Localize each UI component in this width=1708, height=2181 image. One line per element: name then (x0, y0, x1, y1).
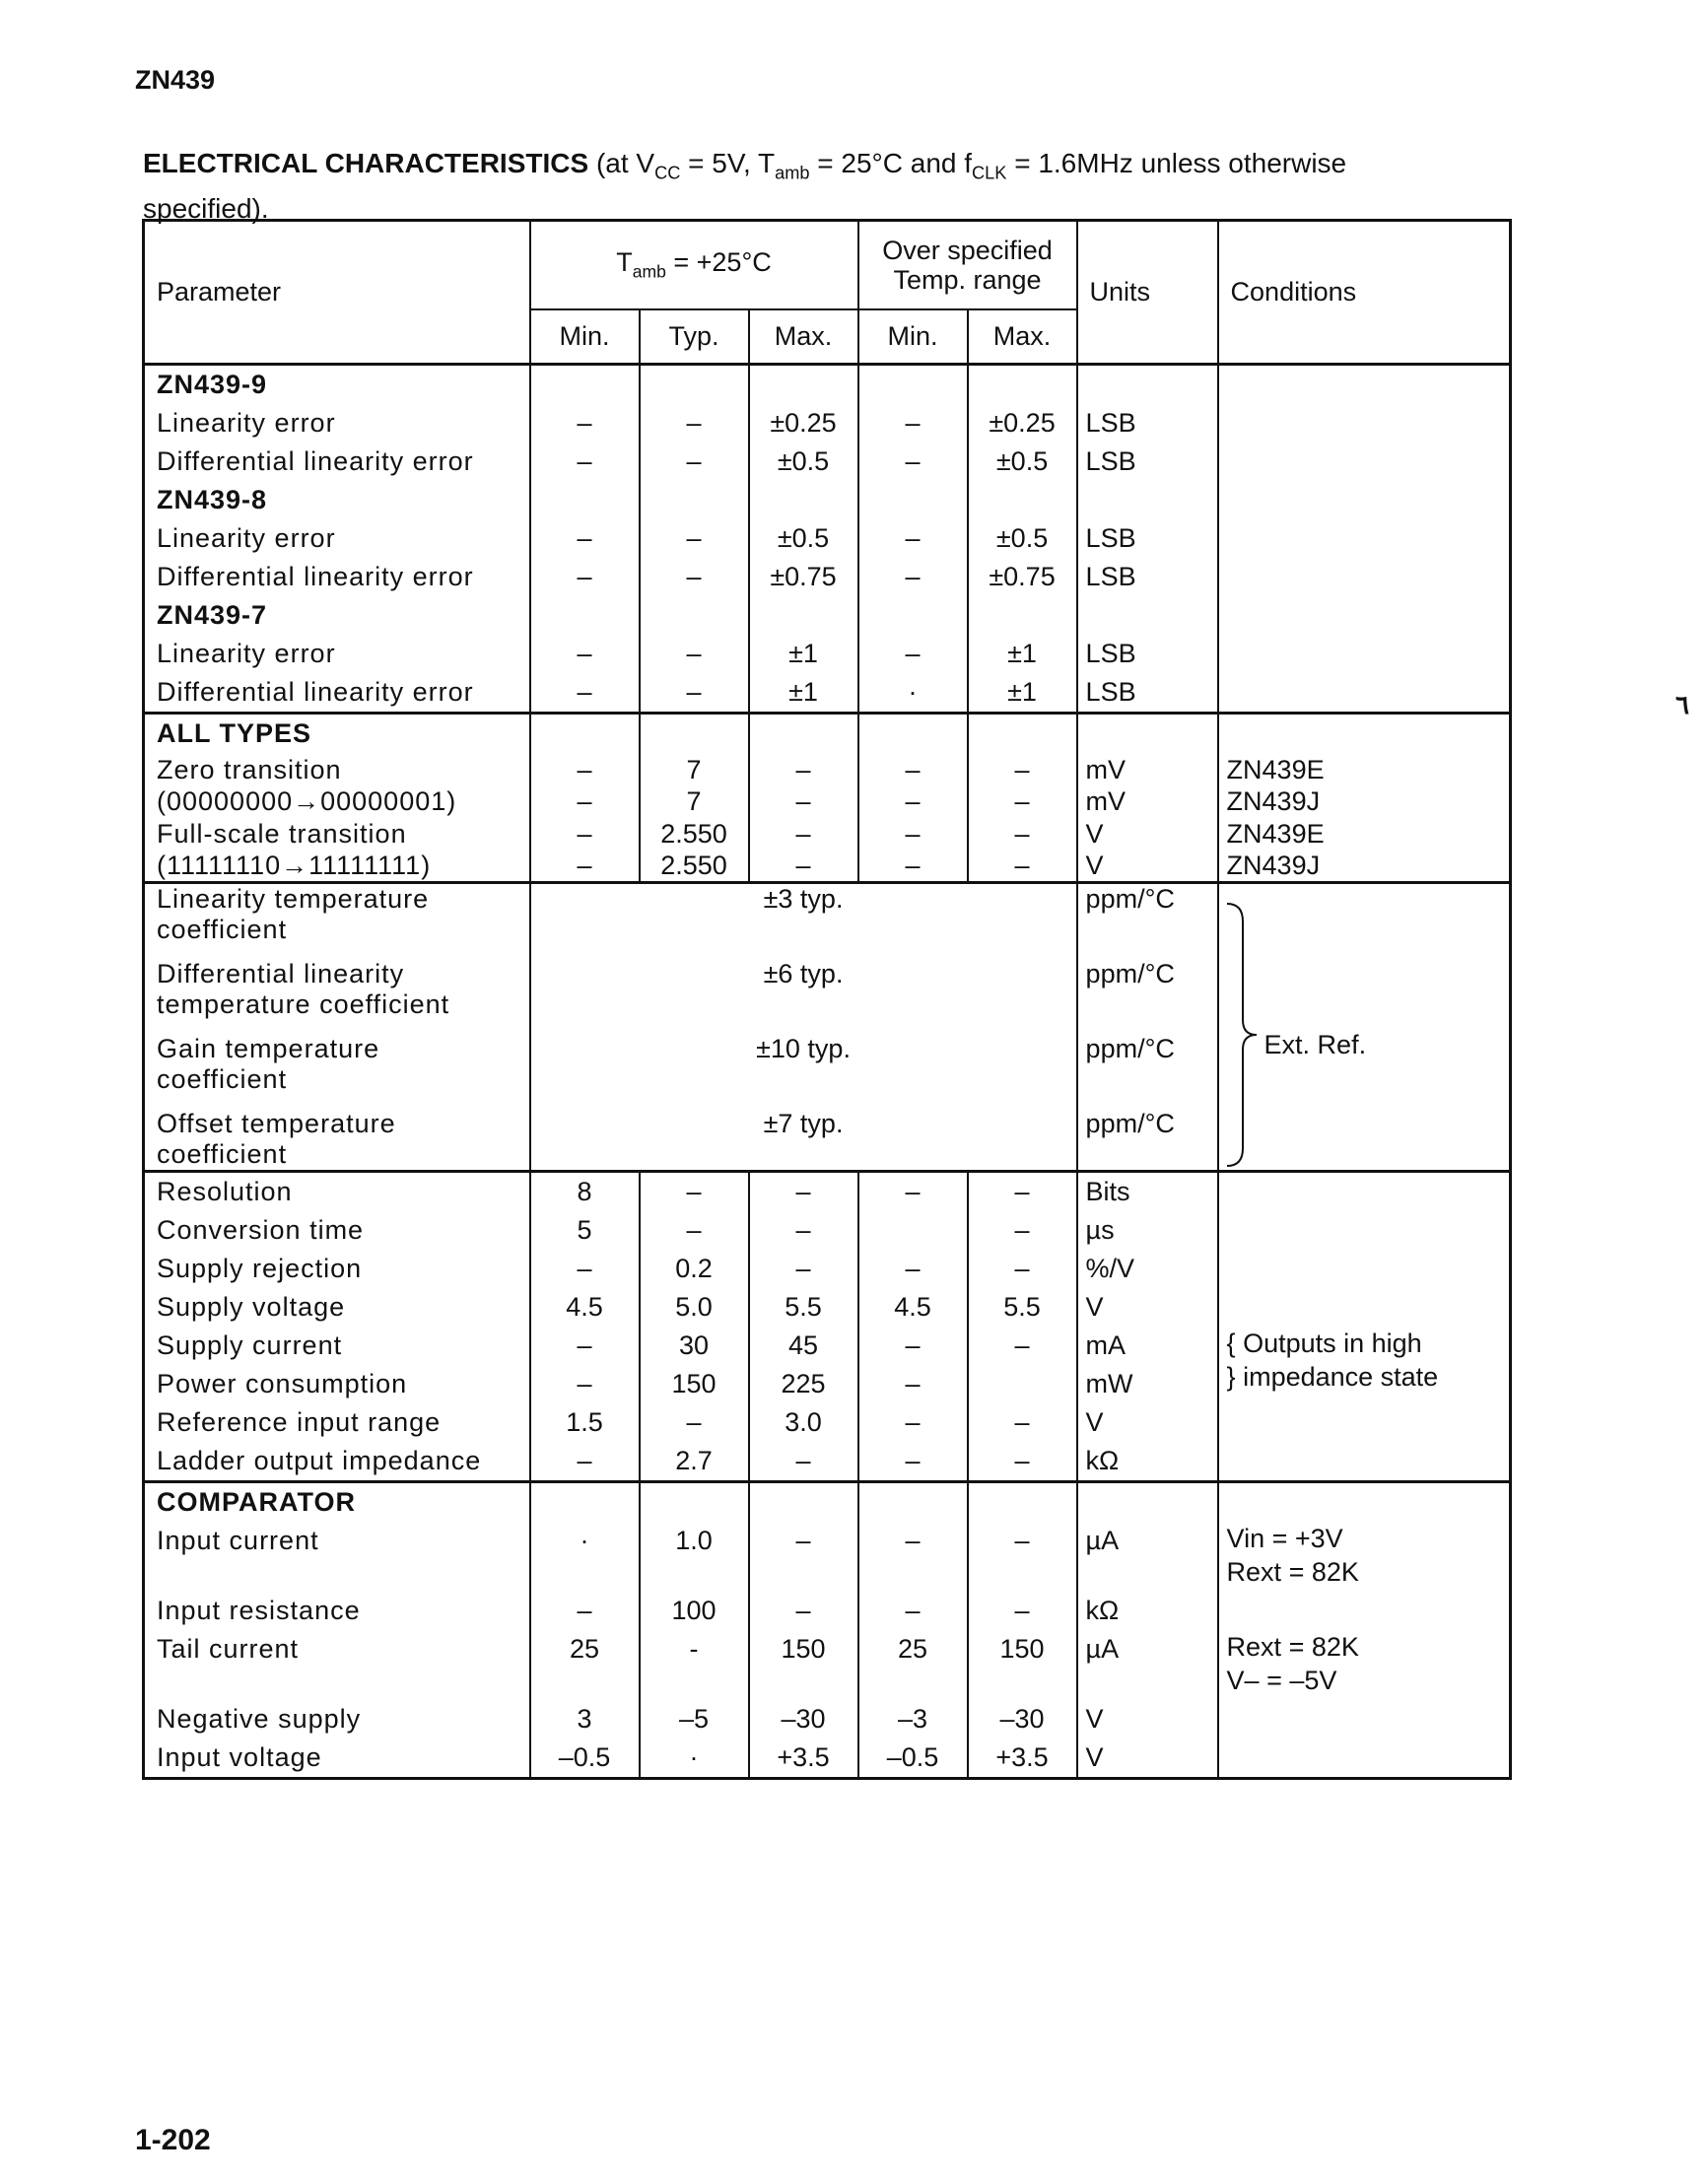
cell: – (795, 1526, 811, 1555)
cell: – (577, 851, 592, 880)
cell: – (577, 1369, 592, 1398)
param-label: (00000000→00000001) (157, 786, 457, 816)
cell: kΩ (1085, 1446, 1120, 1475)
type-heading: ZN439-7 (157, 600, 268, 630)
cell: 150 (999, 1634, 1045, 1664)
param-label: Linearity temperature (157, 884, 430, 914)
cell: 4.5 (566, 1292, 603, 1322)
fclk-val: = 1.6MHz unless otherwise (1006, 148, 1347, 178)
group-comparator (144, 1482, 1511, 1779)
param-label: Tail current (157, 1634, 300, 1664)
param-column (144, 714, 530, 883)
cell: 7 (686, 755, 702, 784)
cell: ±0.25 (989, 408, 1056, 438)
header-conditions: Conditions (1218, 221, 1511, 365)
typ-column (640, 1482, 749, 1779)
cell: – (686, 1215, 702, 1245)
cell: ZN439E (1226, 819, 1325, 849)
cell: – (1014, 786, 1030, 816)
cell: 150 (671, 1369, 717, 1398)
cell: – (686, 1177, 702, 1206)
max-column (749, 714, 858, 883)
max2-column (968, 365, 1077, 714)
cell: µA (1085, 1634, 1120, 1664)
cell: – (577, 1254, 592, 1283)
cell: ppm/°C (1085, 884, 1175, 914)
cell: Rext = 82K (1226, 1557, 1359, 1587)
cell: V– = –5V (1226, 1666, 1337, 1695)
typical-span (530, 883, 1077, 1172)
outputs-text1: Outputs in high (1243, 1329, 1422, 1358)
min2-column (858, 714, 968, 883)
vcc-val: = 5V, T (680, 148, 776, 178)
cell: – (577, 1596, 592, 1625)
cell: ppm/°C (1085, 1034, 1175, 1063)
cell: LSB (1085, 562, 1136, 591)
param-label: Ladder output impedance (157, 1446, 482, 1475)
cell: – (577, 1330, 592, 1360)
max-column (749, 1482, 858, 1779)
param-label: Differential linearity error (157, 562, 474, 591)
cell: – (795, 1177, 811, 1206)
tamb-sub: amb (775, 163, 810, 183)
cell: –0.5 (558, 1742, 611, 1772)
cell: –0.5 (886, 1742, 939, 1772)
cell: 2.7 (675, 1446, 713, 1475)
units-column (1077, 1482, 1218, 1779)
cell: ±0.5 (995, 523, 1049, 553)
conditions-column (1218, 365, 1511, 714)
cell: –3 (898, 1704, 928, 1734)
heading-conditions: (at V (595, 148, 655, 178)
cell: mV (1085, 786, 1127, 816)
header-units: Units (1077, 221, 1218, 365)
cell: – (905, 1526, 921, 1555)
cell: 0.2 (675, 1254, 713, 1283)
cell: – (577, 446, 592, 476)
param-label: Supply voltage (157, 1292, 346, 1322)
cell: 2.550 (660, 819, 727, 849)
cell: 150 (781, 1634, 826, 1664)
units-column (1077, 1172, 1218, 1482)
cell: · (908, 677, 918, 707)
param-label: Linearity error (157, 523, 336, 553)
type-heading: ZN439-8 (157, 485, 268, 514)
param-label: Conversion time (157, 1215, 365, 1245)
cell (977, 1365, 1068, 1403)
cell: Rext = 82K (1226, 1632, 1359, 1662)
cell: – (686, 562, 702, 591)
param-label: Differential linearity (157, 959, 405, 988)
cell: LSB (1085, 408, 1136, 438)
max2-column (968, 1482, 1077, 1779)
cell: 5 (577, 1215, 592, 1245)
cell: – (905, 1369, 921, 1398)
param-label: Supply rejection (157, 1254, 363, 1283)
param-label: Linearity error (157, 408, 336, 438)
cell: 5.0 (675, 1292, 713, 1322)
cell: 30 (678, 1330, 710, 1360)
typ-column (640, 714, 749, 883)
min-column (530, 714, 640, 883)
cell: ±7 typ. (763, 1109, 844, 1138)
cell: – (905, 1330, 921, 1360)
min-column (530, 365, 640, 714)
cell: – (577, 786, 592, 816)
small-brace-icon: { (1226, 1329, 1244, 1358)
cell: 7 (686, 786, 702, 816)
cell: – (1014, 851, 1030, 880)
heading-line2: specified). (143, 192, 269, 224)
curly-brace-icon (1223, 902, 1263, 1168)
cell: mW (1085, 1369, 1133, 1398)
part-number: ZN439 (135, 65, 216, 95)
cell: – (905, 851, 921, 880)
cell: – (1014, 1596, 1030, 1625)
conditions-column (1218, 714, 1511, 883)
max2-column (968, 1172, 1077, 1482)
cell: – (1014, 1177, 1030, 1206)
cell: ppm/°C (1085, 959, 1175, 988)
cell: 25 (569, 1634, 600, 1664)
max-column (749, 1172, 858, 1482)
conditions-column (1218, 1482, 1511, 1779)
min2-column (858, 365, 968, 714)
param-label: Input voltage (157, 1742, 322, 1772)
tamb-pre: T (616, 247, 633, 278)
param-label: Gain temperature (157, 1034, 380, 1063)
conditions-column (1218, 883, 1511, 1172)
cell: mV (1085, 755, 1127, 784)
cell: ±0.25 (770, 408, 837, 438)
min-column (530, 1172, 640, 1482)
cell: ZN439E (1226, 755, 1325, 784)
cell: - (689, 1634, 699, 1664)
cell: Vin = +3V (1226, 1524, 1343, 1553)
param-label: Negative supply (157, 1704, 362, 1734)
cell: ZN439J (1226, 851, 1321, 880)
cell: · (689, 1742, 699, 1772)
cell (867, 1211, 959, 1250)
cell: – (1014, 1446, 1030, 1475)
conditions-column (1218, 1172, 1511, 1482)
group-all-types (144, 714, 1511, 883)
cell: – (905, 819, 921, 849)
cell: ±10 typ. (756, 1034, 851, 1063)
cell: mA (1085, 1330, 1127, 1360)
cell: – (905, 562, 921, 591)
cell: – (905, 1596, 921, 1625)
cell: %/V (1085, 1254, 1135, 1283)
cell: +3.5 (777, 1742, 830, 1772)
cell: 1.5 (566, 1407, 603, 1437)
over-temp-line1: Over specified (882, 235, 1053, 265)
min2-column (858, 1172, 968, 1482)
cell: – (577, 523, 592, 553)
cell: – (686, 1407, 702, 1437)
tamb-val: = 25°C and f (809, 148, 973, 178)
tamb-val-h: = +25°C (665, 247, 772, 278)
param-label: Offset temperature (157, 1109, 396, 1138)
cell: – (1014, 1330, 1030, 1360)
cell: – (795, 786, 811, 816)
type-heading: ZN439-9 (157, 370, 268, 399)
cell: – (795, 1446, 811, 1475)
cell: ZN439J (1226, 786, 1321, 816)
cell: V (1085, 851, 1104, 880)
cell: – (905, 1407, 921, 1437)
over-temp-line2: Temp. range (893, 264, 1042, 295)
param-label: Reference input range (157, 1407, 442, 1437)
cell: 8 (577, 1177, 592, 1206)
header-min2: Min. (858, 309, 968, 365)
cell: ±0.5 (777, 446, 830, 476)
param-label: Power consumption (157, 1369, 408, 1398)
cell: – (795, 819, 811, 849)
units-column (1077, 365, 1218, 714)
cell: – (905, 1254, 921, 1283)
header-tamb (530, 221, 858, 309)
cell: ±0.5 (995, 446, 1049, 476)
cell: LSB (1085, 639, 1136, 668)
cell: – (577, 819, 592, 849)
cell: 2.550 (660, 851, 727, 880)
cell: LSB (1085, 677, 1136, 707)
cell: 4.5 (894, 1292, 931, 1322)
cell: ±1 (1007, 677, 1037, 707)
outputs-note (1227, 1327, 1502, 1394)
group-heading: COMPARATOR (157, 1487, 356, 1517)
cell: – (1014, 1526, 1030, 1555)
small-brace-icon: } (1226, 1362, 1244, 1392)
cell: 3 (577, 1704, 592, 1734)
param-label: coefficient (157, 915, 288, 944)
param-label: Full-scale transition (157, 819, 407, 849)
vcc-sub: CC (654, 163, 681, 183)
cell: ±6 typ. (763, 959, 844, 988)
cell: – (686, 639, 702, 668)
cell: – (905, 523, 921, 553)
typ-column (640, 365, 749, 714)
cell: – (795, 755, 811, 784)
cell: – (795, 1254, 811, 1283)
cell: – (686, 408, 702, 438)
max-column (749, 365, 858, 714)
header-over-temp (858, 221, 1077, 309)
units-column (1077, 883, 1218, 1172)
param-label: Supply current (157, 1330, 343, 1360)
param-label: Differential linearity error (157, 446, 474, 476)
cell: – (1014, 819, 1030, 849)
units-column (1077, 714, 1218, 883)
header-parameter: Parameter (144, 221, 530, 365)
cell: kΩ (1085, 1596, 1120, 1625)
cell: – (795, 1596, 811, 1625)
header-max: Max. (749, 309, 858, 365)
cell: 5.5 (1003, 1292, 1041, 1322)
param-column (144, 1172, 530, 1482)
header-typ: Typ. (640, 309, 749, 365)
cell: –30 (999, 1704, 1045, 1734)
heading-title: ELECTRICAL CHARACTERISTICS (143, 148, 589, 178)
cell: – (686, 677, 702, 707)
cell: V (1085, 1742, 1104, 1772)
cell: – (795, 1215, 811, 1245)
param-label: Resolution (157, 1177, 293, 1206)
param-column (144, 365, 530, 714)
cell: ±3 typ. (763, 884, 844, 914)
cell: – (577, 677, 592, 707)
cell: –5 (678, 1704, 710, 1734)
cell: – (577, 1446, 592, 1475)
margin-mark: ٦ (1675, 690, 1689, 719)
cell: ppm/°C (1085, 1109, 1175, 1138)
max2-column (968, 714, 1077, 883)
cell: ±0.75 (770, 562, 837, 591)
cell: LSB (1085, 523, 1136, 553)
cell: · (580, 1526, 589, 1555)
param-label: temperature coefficient (157, 989, 450, 1019)
outputs-text2: impedance state (1243, 1362, 1439, 1392)
param-label: Input current (157, 1526, 319, 1555)
characteristics-table (142, 219, 1512, 1780)
cell: 1.0 (675, 1526, 713, 1555)
cell: – (577, 562, 592, 591)
cell: ±1 (788, 639, 818, 668)
cell: ±0.75 (989, 562, 1056, 591)
param-column (144, 883, 530, 1172)
fclk-sub: CLK (972, 163, 1007, 183)
cell: –30 (781, 1704, 826, 1734)
cell: LSB (1085, 446, 1136, 476)
cell: – (686, 446, 702, 476)
group-general (144, 1172, 1511, 1482)
cell: V (1085, 1292, 1104, 1322)
cell: – (686, 523, 702, 553)
outputs-line2 (1227, 1360, 1502, 1394)
cell: – (905, 786, 921, 816)
cell: – (577, 639, 592, 668)
header-max2: Max. (968, 309, 1077, 365)
cell: – (905, 446, 921, 476)
group-linearity-by-type (144, 365, 1511, 714)
cell: – (577, 755, 592, 784)
cell: – (905, 639, 921, 668)
cell: µs (1085, 1215, 1115, 1245)
cell: – (905, 408, 921, 438)
cell: – (1014, 755, 1030, 784)
param-label: (11111110→11111111) (157, 851, 432, 880)
outputs-line1 (1227, 1327, 1502, 1360)
cell: – (1014, 1254, 1030, 1283)
section-heading (143, 146, 1523, 227)
cell: 100 (671, 1596, 717, 1625)
cell: – (905, 755, 921, 784)
page-number: 1-202 (135, 2124, 211, 2156)
param-label: Linearity error (157, 639, 336, 668)
param-label: Input resistance (157, 1596, 361, 1625)
param-column (144, 1482, 530, 1779)
group-heading: ALL TYPES (157, 718, 312, 748)
cell: V (1085, 819, 1104, 849)
cell: 25 (898, 1634, 928, 1664)
cell: ±1 (1007, 639, 1037, 668)
cell: V (1085, 1704, 1104, 1734)
cell: – (795, 851, 811, 880)
cell: 5.5 (785, 1292, 822, 1322)
cell: V (1085, 1407, 1104, 1437)
cell: – (905, 1446, 921, 1475)
cell: – (577, 408, 592, 438)
param-label: Zero transition (157, 755, 342, 784)
cell: ±1 (788, 677, 818, 707)
min2-column (858, 1482, 968, 1779)
cell: µA (1085, 1526, 1120, 1555)
tamb-sub-h: amb (632, 261, 666, 282)
cell: 45 (787, 1330, 819, 1360)
cell: – (1014, 1407, 1030, 1437)
cell: 225 (781, 1369, 826, 1398)
param-label: coefficient (157, 1139, 288, 1169)
ext-ref-label: Ext. Ref. (1264, 1030, 1367, 1059)
cell: 3.0 (785, 1407, 822, 1437)
cell: – (1014, 1215, 1030, 1245)
cell: Bits (1085, 1177, 1130, 1206)
cell: ±0.5 (777, 523, 830, 553)
param-label: coefficient (157, 1064, 288, 1094)
cell: +3.5 (995, 1742, 1049, 1772)
param-label: Differential linearity error (157, 677, 474, 707)
typ-column (640, 1172, 749, 1482)
header-min: Min. (530, 309, 640, 365)
min-column (530, 1482, 640, 1779)
cell: – (905, 1177, 921, 1206)
group-temperature-coefficients (144, 883, 1511, 1172)
